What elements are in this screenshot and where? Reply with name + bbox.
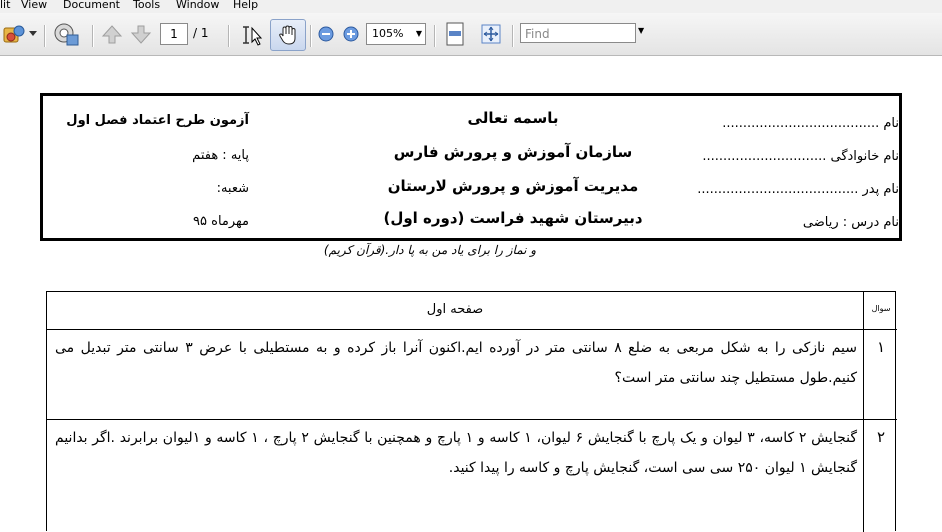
find-options-icon[interactable]: ▼ (638, 26, 645, 35)
menu-bar (0, 0, 942, 13)
organization-name: سازمان آموزش و پرورش فارس (393, 143, 633, 161)
select-text-icon[interactable] (240, 24, 264, 46)
question-number: ۲ (876, 428, 886, 446)
menu-view[interactable]: View (21, 0, 48, 11)
father-name-field: نام پدر ....................................... (697, 182, 899, 197)
toolbar (0, 13, 942, 56)
exam-date: مهرماه ۹۵ (193, 214, 249, 229)
chevron-down-icon: ▼ (415, 29, 422, 38)
single-page-icon[interactable] (444, 21, 466, 47)
question-text: سیم نازکی را به شکل مربعی به ضلع ۸ سانتی متر در آورده ایم.اکنون آنرا باز کرده و به مستطیلی با عرض ۳ سانتی متر تبدیل می کنیم.طول مستطیل چند سانتی متر است؟ (55, 340, 858, 386)
menu-tools[interactable]: Tools (133, 0, 161, 11)
class-label: شعبه: (216, 181, 249, 196)
student-name-field: نام ...................................... (722, 116, 899, 131)
page-number-input[interactable]: 1 (160, 23, 188, 45)
department-name: مدیریت آموزش و پرورش لارستان (387, 177, 639, 195)
question-text: گنجایش ۲ کاسه، ۳ لیوان و یک پارچ با گنجایش ۶ لیوان، ۱ کاسه و ۱ پارچ و همچنین با گنجایش ۲ پارچ ، ۱ کاسه و ۱لیوان برابرند .اگر بدانیم گنجایش ۱ لیوان ۲۵۰ سی سی است، گنجایش پارچ و کاسه را پیدا کنید. (55, 430, 858, 476)
course-name: نام درس : ریاضی (802, 215, 899, 230)
menu-help[interactable]: Help (233, 0, 259, 11)
previous-page-icon[interactable] (101, 24, 123, 44)
dropdown-icon[interactable] (29, 31, 37, 37)
share-icon[interactable] (2, 22, 28, 46)
menu-edit[interactable]: lit (0, 0, 11, 11)
zoom-value: 105% (372, 27, 404, 40)
family-name-field: نام خانوادگی .............................. (702, 149, 899, 164)
question-number: ۱ (876, 338, 886, 356)
school-name: دبیرستان شهید فراست (دوره اول) (383, 209, 643, 227)
zoom-out-icon[interactable] (318, 26, 334, 42)
fit-page-icon[interactable] (479, 22, 503, 46)
hand-tool-button[interactable] (270, 19, 306, 51)
find-input[interactable]: Find (520, 23, 636, 43)
exam-header (40, 93, 902, 241)
menu-window[interactable]: Window (176, 0, 220, 11)
zoom-select[interactable] (366, 23, 426, 45)
exam-title: آزمون طرح اعتماد فصل اول (66, 113, 249, 128)
quran-quote: و نماز را برای یاد من به پا دار.(قرآن کریم) (323, 243, 537, 257)
menu-document[interactable]: Document (63, 0, 120, 11)
zoom-in-icon[interactable] (343, 26, 359, 42)
hand-tool-icon (277, 24, 299, 46)
question-column-header: سوال (871, 304, 891, 313)
settings-icon[interactable] (52, 21, 80, 47)
next-page-icon[interactable] (130, 24, 152, 44)
grade-label: پایه : هفتم (192, 148, 249, 163)
question-table (46, 291, 896, 531)
document-page (0, 56, 942, 530)
bismillah-heading: باسمه تعالی (467, 109, 559, 127)
page-count: / 1 (193, 26, 209, 40)
page-section-title: صفحه اول (426, 302, 484, 317)
